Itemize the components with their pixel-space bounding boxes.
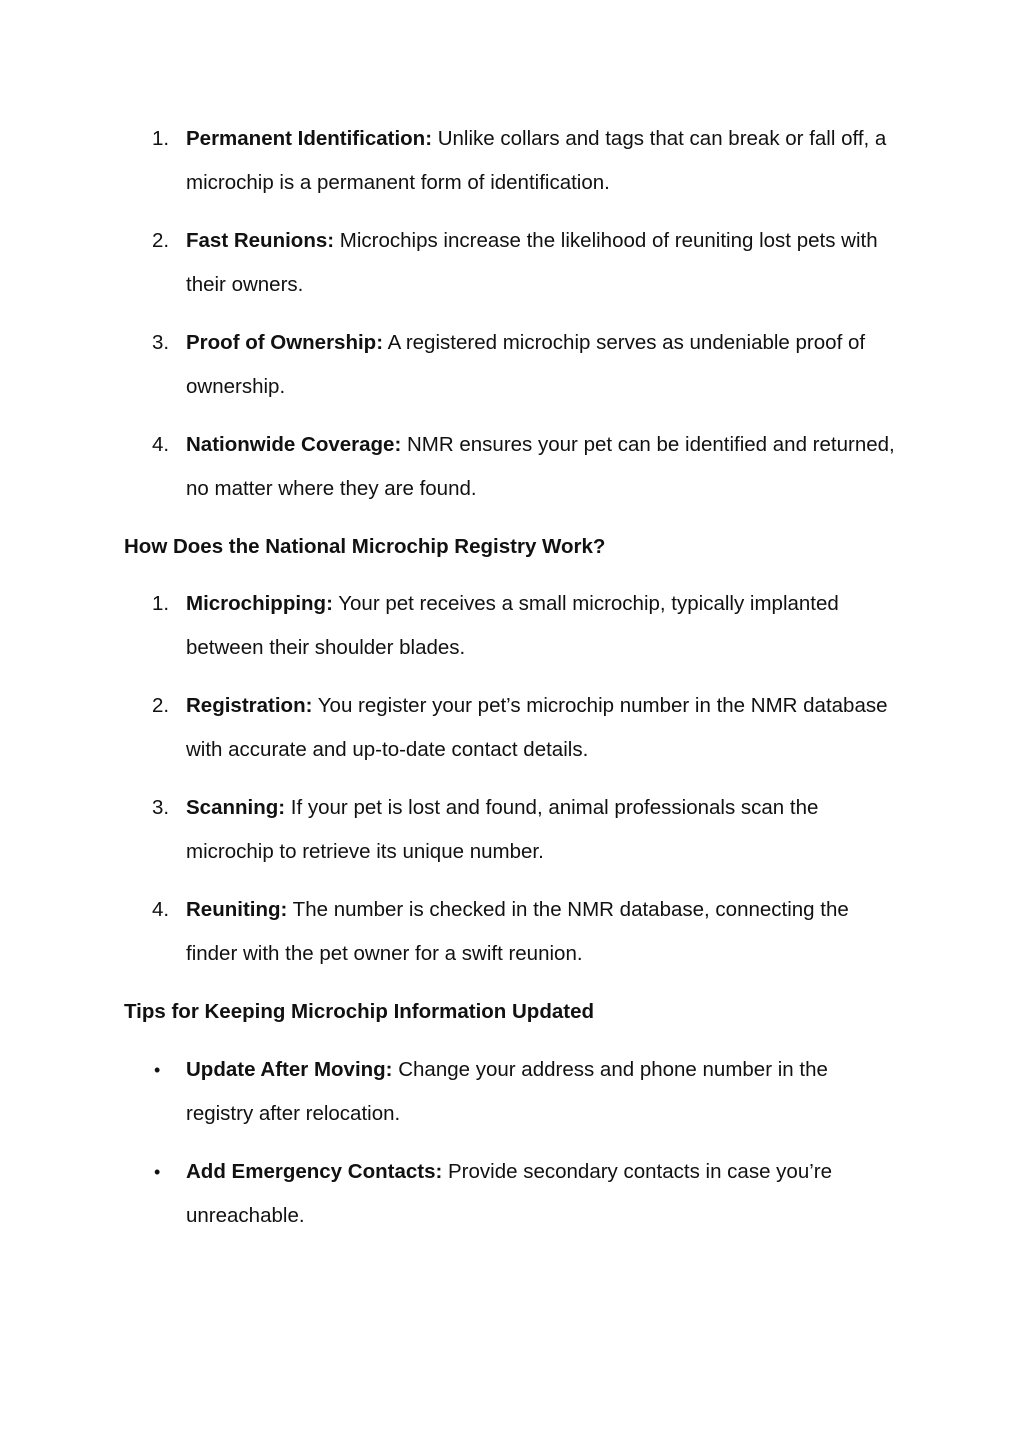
how-it-works-list <box>0 582 1023 990</box>
item-text: You register your pet’s microchip number in the NMR database with accurate and up-to-date contact details. <box>186 694 888 761</box>
item-text: Your pet receives a small microchip, typically implanted between their shoulder blades. <box>186 592 839 659</box>
item-text: Microchips increase the likelihood of reuniting lost pets with their owners. <box>186 229 878 296</box>
list-number: 1. <box>152 592 170 615</box>
list-number: 1. <box>152 127 170 150</box>
item-title: Fast Reunions: <box>186 229 335 252</box>
list-item <box>0 684 896 786</box>
benefits-list <box>0 117 1023 525</box>
item-title: Scanning: <box>186 796 286 819</box>
list-number: 2. <box>152 694 170 717</box>
item-title: Permanent Identification: <box>186 127 433 150</box>
item-title: Microchipping: <box>186 592 333 615</box>
list-item <box>0 888 896 990</box>
item-title: Nationwide Coverage: <box>186 433 402 456</box>
tips-list <box>0 1048 1023 1252</box>
section-heading-tips: Tips for Keeping Microchip Information Updated <box>124 1000 594 1023</box>
item-text: A registered microchip serves as undeniable proof of ownership. <box>186 331 866 398</box>
item-text: Change your address and phone number in the registry after relocation. <box>186 1058 828 1125</box>
list-item <box>0 321 896 423</box>
item-title: Add Emergency Contacts: <box>186 1160 443 1183</box>
list-number: 3. <box>152 796 170 819</box>
list-number: 2. <box>152 229 170 252</box>
item-text: If your pet is lost and found, animal professionals scan the microchip to retrieve its unique number. <box>186 796 819 863</box>
bullet-icon: • <box>154 1060 161 1080</box>
list-item <box>0 1150 896 1252</box>
item-title: Update After Moving: <box>186 1058 393 1081</box>
list-item <box>0 582 896 684</box>
item-title: Registration: <box>186 694 313 717</box>
item-text: The number is checked in the NMR database, connecting the finder with the pet owner for a swift reunion. <box>186 898 849 965</box>
list-item <box>0 117 896 219</box>
list-item <box>0 423 896 525</box>
bullet-icon: • <box>154 1162 161 1182</box>
list-number: 4. <box>152 433 170 456</box>
list-item <box>0 1048 896 1150</box>
item-title: Proof of Ownership: <box>186 331 384 354</box>
list-number: 3. <box>152 331 170 354</box>
list-item <box>0 786 896 888</box>
list-item <box>0 219 896 321</box>
item-text: NMR ensures your pet can be identified and returned, no matter where they are found. <box>186 433 895 500</box>
item-text: Unlike collars and tags that can break or fall off, a microchip is a permanent form of identification. <box>186 127 887 194</box>
section-heading-how-it-works: How Does the National Microchip Registry Work? <box>124 535 606 558</box>
item-title: Reuniting: <box>186 898 288 921</box>
list-number: 4. <box>152 898 170 921</box>
item-text: Provide secondary contacts in case you’re unreachable. <box>186 1160 833 1227</box>
